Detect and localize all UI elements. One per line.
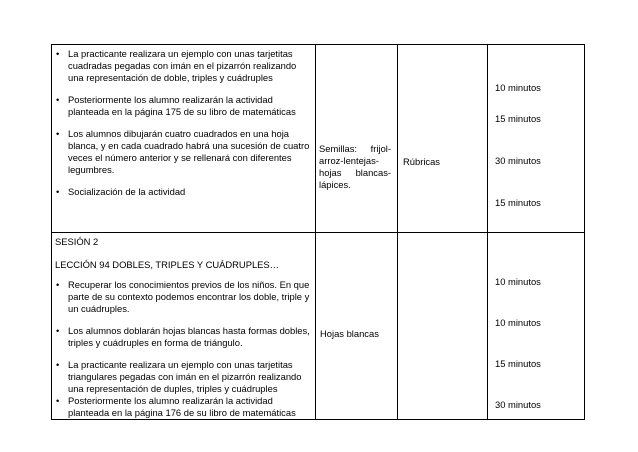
session-2-evaluation-cell [398,233,488,420]
activity-item [52,395,315,419]
activity-item [52,325,315,349]
bullet-icon: • [56,48,60,59]
evaluation-text: Rúbricas [403,156,440,167]
activity-text: Socialización de la actividad [68,186,186,197]
time-label: 10 minutos [495,276,541,287]
bullet-icon: • [56,359,60,370]
activity-item [52,186,315,198]
session-2-materials-cell [316,233,398,420]
materials-text: Semillas: frijol-arroz-lentejas-hojas blancas-lápices. [319,143,391,190]
activity-item [52,94,315,118]
session-1-row [52,45,585,233]
activity-text: Los alumnos doblarán hojas blancas hasta formas dobles, triples y cuádruples en forma de triángulo. [68,325,310,348]
lesson-title: LECCIÓN 94 DOBLES, TRIPLES Y CUÁDRUPLES… [55,259,280,270]
time-label: 10 minutos [495,317,541,328]
bullet-icon: • [56,94,60,105]
lesson-plan-table [51,44,585,420]
bullet-icon: • [56,128,60,139]
activity-text: La practicante realizara un ejemplo con unas tarjetitas cuadradas pegadas con imán en el pizarrón realizando una representación de doble, triples y cuádruples [68,48,297,83]
bullet-icon: • [56,395,60,406]
activity-text: Recuperar los conocimientos previos de los niños. En que parte de su contexto podemos encontrar los doble, triple y un cuádruples. [68,279,310,314]
bullet-icon: • [56,186,60,197]
materials-text: Hojas blancas [320,328,379,339]
time-label: 15 minutos [495,358,541,369]
session-1-times-cell [488,45,585,233]
activity-item [52,359,315,395]
activity-text: Posteriormente los alumno realizarán la actividad planteada en la página 176 de su libro de matemáticas [68,395,296,418]
activity-item [52,128,315,176]
session-1-materials-cell [316,45,398,233]
time-label: 30 minutos [495,399,541,410]
activity-item [52,48,315,84]
session-1-activities-cell [52,45,316,233]
session-1-activity-list [52,45,315,198]
time-label: 15 minutos [495,113,541,124]
session-2-activities-cell [52,233,316,420]
activity-item [52,279,315,315]
time-label: 30 minutos [495,155,541,166]
bullet-icon: • [56,279,60,290]
session-title: SESIÓN 2 [55,236,99,247]
session-2-activity-list [52,279,315,419]
activity-text: Posteriormente los alumno realizarán la actividad planteada en la página 175 de su libro de matemáticas [68,94,296,117]
session-2-times-cell [488,233,585,420]
activity-text: Los alumnos dibujarán cuatro cuadrados en una hoja blanca, y en cada cuadrado habrá una sucesión de cuatro veces el número anterior y se rellenará con diferentes legumbres. [68,128,310,175]
time-label: 10 minutos [495,82,541,93]
time-label: 15 minutos [495,197,541,208]
session-2-row [52,233,585,420]
bullet-icon: • [56,325,60,336]
activity-text: La practicante realizara un ejemplo con unas tarjetitas triangulares pegadas con imán en el pizarrón realizando una representación de duples, triples y cuádruples [68,359,302,394]
session-1-evaluation-cell [398,45,488,233]
